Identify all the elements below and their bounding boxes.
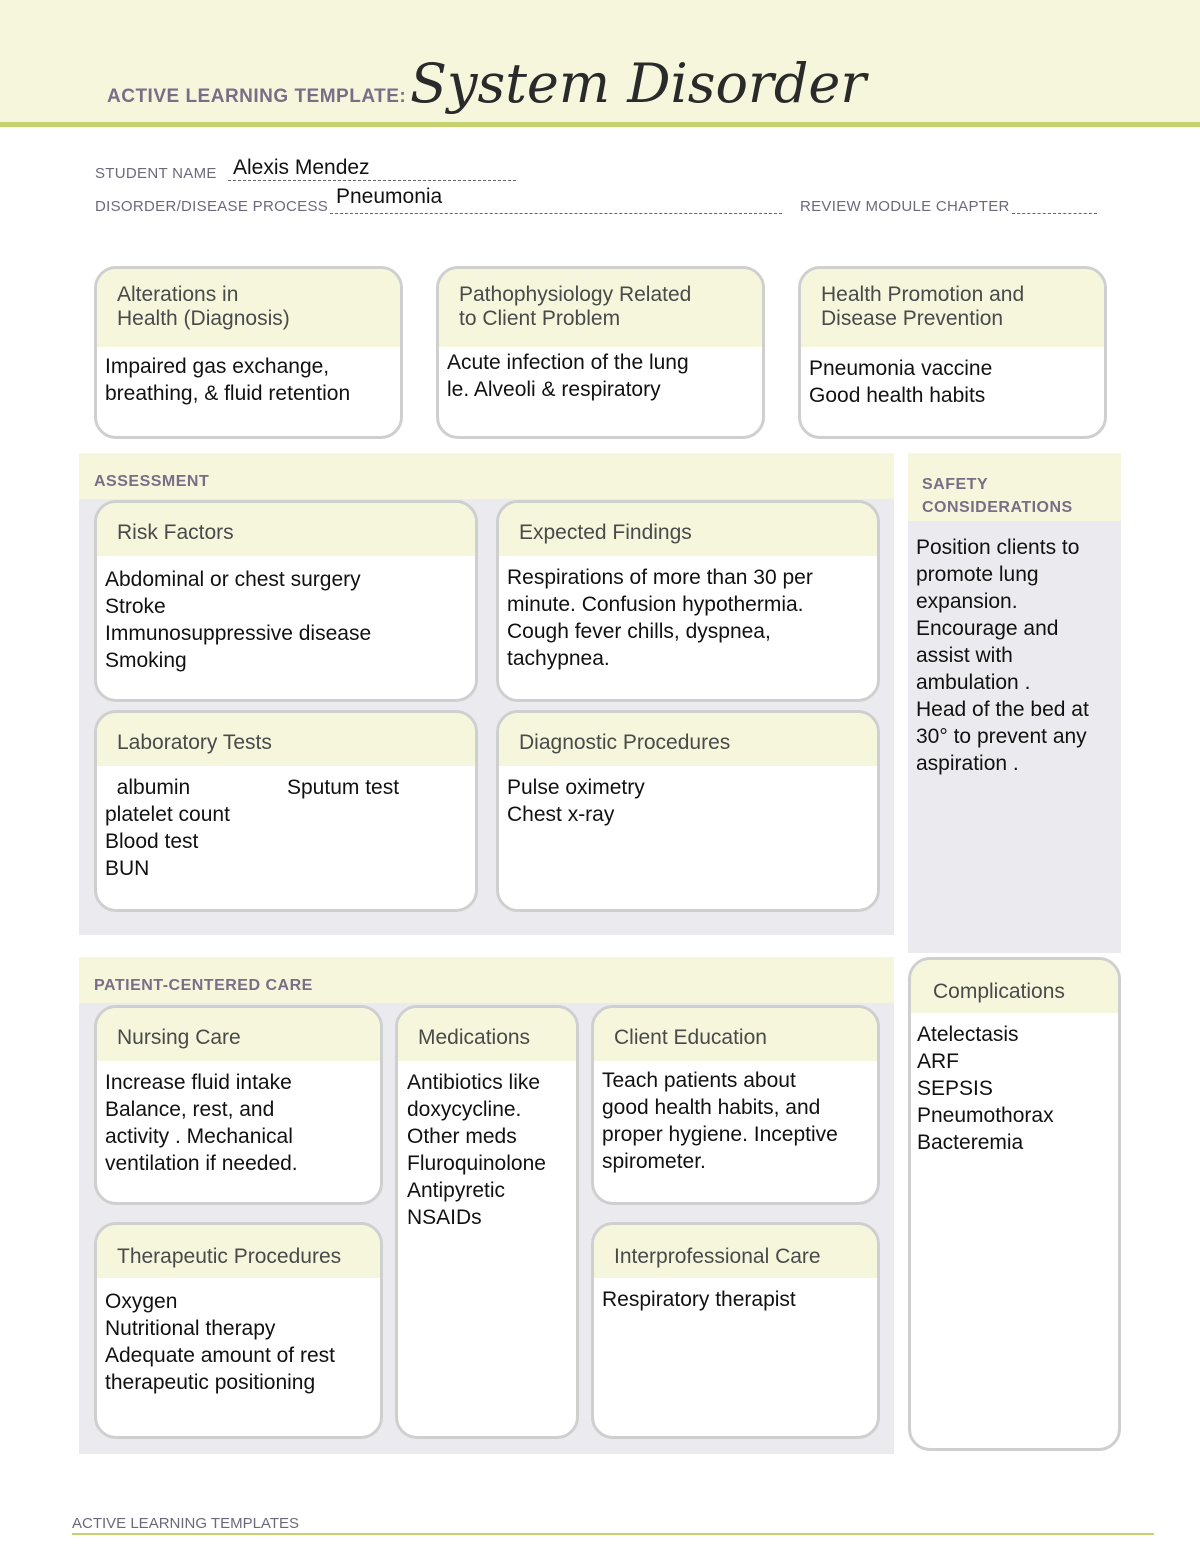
diagnostic-procedures-title: Diagnostic Procedures	[499, 713, 877, 766]
footer-divider	[72, 1533, 1154, 1535]
client-education-title: Client Education	[594, 1008, 877, 1061]
nursing-care-title: Nursing Care	[97, 1008, 380, 1061]
complications-box	[908, 957, 1121, 1451]
footer-label: ACTIVE LEARNING TEMPLATES	[72, 1515, 299, 1532]
health-promotion-title: Health Promotion and Disease Prevention	[801, 269, 1104, 347]
medications-body[interactable]: Antibiotics like doxycycline. Other meds Fluroquinolone Antipyretic NSAIDs	[407, 1071, 546, 1229]
review-module-label: REVIEW MODULE CHAPTER	[800, 198, 1010, 215]
medications-title: Medications	[398, 1008, 576, 1061]
student-name-field[interactable]: Alexis Mendez	[233, 156, 370, 179]
page-title: System Disorder	[410, 52, 867, 115]
laboratory-tests-sputum[interactable]: Sputum test	[287, 776, 400, 799]
complications-title: Complications	[911, 960, 1118, 1013]
disorder-field[interactable]: Pneumonia	[336, 185, 443, 208]
risk-factors-body[interactable]: Abdominal or chest surgery Stroke Immunosuppressive disease Smoking	[105, 568, 372, 672]
risk-factors-box	[94, 500, 478, 702]
nursing-care-box	[94, 1005, 383, 1205]
expected-findings-body[interactable]: Respirations of more than 30 per minute. Confusion hypothermia. Cough fever chills, dyspnea, tachypnea.	[507, 566, 813, 670]
safety-body[interactable]: Position clients to promote lung expansion. Encourage and assist with ambulation . Head of the bed at 30° to prevent any aspiration .	[916, 536, 1089, 775]
therapeutic-procedures-body[interactable]: Oxygen Nutritional therapy Adequate amount of rest therapeutic positioning	[105, 1290, 335, 1394]
pathophysiology-body[interactable]: Acute infection of the lung le. Alveoli & respiratory	[447, 351, 689, 401]
template-label: ACTIVE LEARNING TEMPLATE:	[107, 86, 407, 107]
expected-findings-box	[496, 500, 880, 702]
expected-findings-title: Expected Findings	[499, 503, 877, 556]
interprofessional-care-title: Interprofessional Care	[594, 1225, 877, 1278]
disorder-label: DISORDER/DISEASE PROCESS	[95, 198, 329, 215]
laboratory-tests-title: Laboratory Tests	[97, 713, 475, 766]
alterations-box	[94, 266, 403, 439]
laboratory-tests-box	[94, 710, 478, 912]
assessment-label: ASSESSMENT	[94, 473, 210, 490]
laboratory-tests-body[interactable]: albumin platelet count Blood test BUN	[105, 776, 230, 880]
client-education-body[interactable]: Teach patients about good health habits, and proper hygiene. Inceptive spirometer.	[602, 1069, 838, 1173]
alterations-body[interactable]: Impaired gas exchange, breathing, & fluid retention	[105, 355, 351, 405]
nursing-care-body[interactable]: Increase fluid intake Balance, rest, and activity . Mechanical ventilation if needed.	[105, 1071, 298, 1175]
review-module-field[interactable]	[1012, 213, 1097, 214]
student-name-label: STUDENT NAME	[95, 165, 217, 182]
interprofessional-care-box	[591, 1222, 880, 1439]
complications-body[interactable]: Atelectasis ARF SEPSIS Pneumothorax Bacteremia	[917, 1023, 1054, 1154]
pathophysiology-box	[436, 266, 765, 439]
health-promotion-body[interactable]: Pneumonia vaccine Good health habits	[809, 357, 993, 407]
disorder-line	[330, 213, 782, 214]
alterations-title: Alterations in Health (Diagnosis)	[97, 269, 400, 347]
health-promotion-box	[798, 266, 1107, 439]
medications-box	[395, 1005, 579, 1439]
therapeutic-procedures-box	[94, 1222, 383, 1439]
diagnostic-procedures-box	[496, 710, 880, 912]
interprofessional-care-body[interactable]: Respiratory therapist	[602, 1288, 796, 1311]
therapeutic-procedures-title: Therapeutic Procedures	[97, 1225, 380, 1278]
diagnostic-procedures-body[interactable]: Pulse oximetry Chest x-ray	[507, 776, 645, 826]
risk-factors-title: Risk Factors	[97, 503, 475, 556]
client-education-box	[591, 1005, 880, 1205]
patient-care-label: PATIENT-CENTERED CARE	[94, 977, 313, 994]
pathophysiology-title: Pathophysiology Related to Client Problem	[439, 269, 762, 347]
student-name-line	[228, 180, 516, 181]
header-divider	[0, 122, 1200, 127]
safety-label: SAFETY CONSIDERATIONS	[922, 476, 1073, 516]
